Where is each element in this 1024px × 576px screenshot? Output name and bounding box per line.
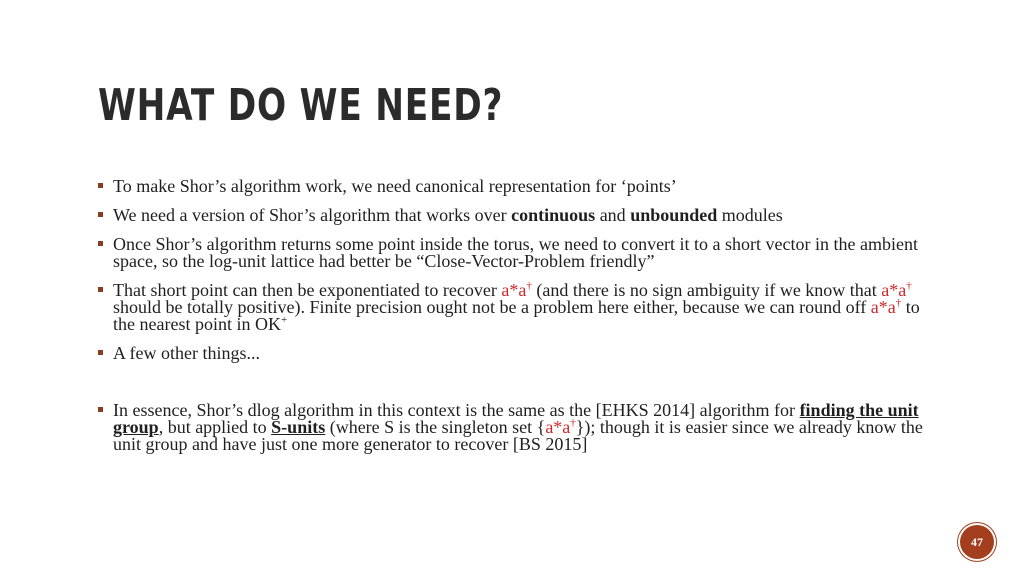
dagger-sup: † bbox=[906, 280, 912, 292]
bullet-item bbox=[96, 207, 926, 224]
slide-title: WHAT DO WE NEED? bbox=[98, 80, 504, 131]
bullet-square-icon bbox=[98, 287, 103, 292]
emphasis-finding-unit-group: finding the unit group bbox=[113, 400, 919, 437]
emphasis-s-units: S-units bbox=[271, 417, 326, 437]
bullet-item bbox=[96, 178, 926, 195]
bullet-item bbox=[96, 345, 926, 362]
math-highlight: a*a bbox=[501, 280, 527, 300]
bullet-square-icon bbox=[98, 241, 103, 246]
emphasis-continuous: continuous bbox=[511, 205, 596, 225]
bullet-item bbox=[96, 236, 926, 270]
bullet-text: In essence, Shor’s dlog algorithm in this context is the same as the [EHKS 2014] algorithm for finding the unit group, but applied to S-units (where S is the singleton set {a*a†}); though it is easier since we already know the unit group and have just one more generator to recover [BS 2015] bbox=[113, 400, 923, 454]
bullet-item bbox=[96, 282, 926, 333]
page-number: 47 bbox=[971, 534, 983, 549]
math-highlight: a*a bbox=[545, 417, 571, 437]
plus-sup: + bbox=[280, 314, 288, 326]
bullet-square-icon bbox=[98, 183, 103, 188]
dagger-sup: † bbox=[570, 417, 576, 429]
bullet-text: Once Shor’s algorithm returns some point inside the torus, we need to convert it to a short vector in the ambient space, so the log-unit lattice had better be “Close-Vector-Problem friendly” bbox=[113, 234, 918, 271]
bullet-item bbox=[96, 402, 926, 453]
bullet-text: A few other things... bbox=[113, 343, 260, 363]
bullet-square-icon bbox=[98, 350, 103, 355]
emphasis-unbounded: unbounded bbox=[630, 205, 718, 225]
bullet-square-icon bbox=[98, 212, 103, 217]
dagger-sup: † bbox=[895, 297, 902, 309]
bullet-text: That short point can then be exponentiated to recover a*a† (and there is no sign ambiguity if we know that a*a† should be totally positive). Finite precision ought not be a problem here either, because we can round off a*a† to the nearest point in OK+ bbox=[113, 280, 920, 334]
bullet-text: To make Shor’s algorithm work, we need canonical representation for ‘points’ bbox=[113, 176, 677, 196]
math-highlight: a*a bbox=[870, 297, 896, 317]
dagger-sup: † bbox=[526, 280, 532, 292]
bullet-list bbox=[96, 178, 926, 465]
bullet-square-icon bbox=[98, 407, 103, 412]
math-highlight: a*a bbox=[881, 280, 907, 300]
page-number-badge bbox=[960, 525, 994, 559]
bullet-text: We need a version of Shor’s algorithm that works over continuous and unbounded modules bbox=[113, 205, 783, 225]
